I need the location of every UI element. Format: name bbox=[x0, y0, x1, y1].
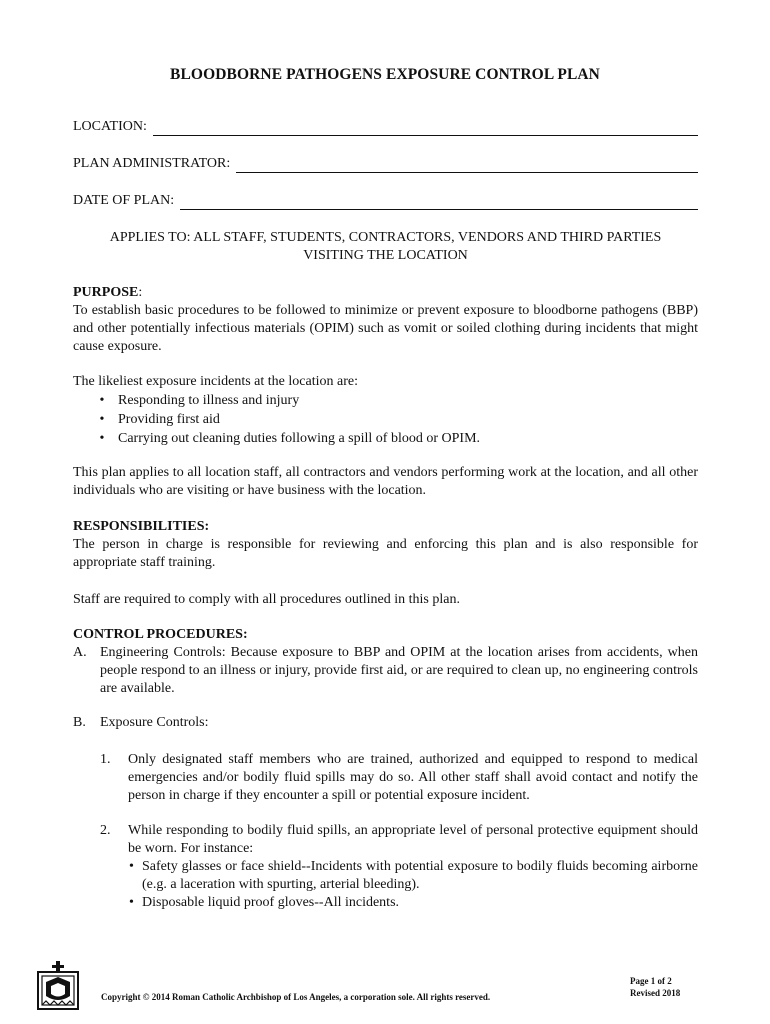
control-procedures-heading: CONTROL PROCEDURES: bbox=[73, 627, 248, 642]
likeliest-incidents-section bbox=[73, 373, 698, 449]
list-item bbox=[128, 858, 698, 894]
responsibilities-section bbox=[73, 518, 698, 572]
location-label: LOCATION: bbox=[73, 119, 147, 134]
control-procedures-section bbox=[73, 626, 698, 698]
exposure-control-item-1-text: Only designated staff members who are trained, authorized and equipped to respond to medical emergencies and/or bodily fluid spills may do so. All other staff shall avoid contact and notify the person in charge if they encounter a spill or potential exposure incident. bbox=[128, 752, 698, 803]
bullet-icon: • bbox=[99, 393, 105, 408]
plan-administrator-blank-line bbox=[236, 159, 698, 173]
purpose-section bbox=[73, 284, 698, 356]
purpose-heading-colon: : bbox=[138, 285, 143, 300]
exposure-control-item-2 bbox=[73, 822, 698, 912]
likeliest-incidents-list bbox=[73, 392, 698, 449]
applies-to-line-2: VISITING THE LOCATION bbox=[303, 248, 468, 263]
location-blank-line bbox=[153, 122, 698, 136]
bullet-icon: • bbox=[129, 859, 134, 874]
applies-to-line-1: APPLIES TO: ALL STAFF, STUDENTS, CONTRACTORS, VENDORS AND THIRD PARTIES bbox=[109, 230, 662, 245]
plan-administrator-label: PLAN ADMINISTRATOR: bbox=[73, 156, 231, 171]
applies-to-statement bbox=[73, 229, 698, 265]
bullet-icon: • bbox=[99, 412, 105, 427]
purpose-text: To establish basic procedures to be followed to minimize or prevent exposure to bloodborne pathogens (BBP) and other potentially infectious materials (OPIM) such as vomit or soiled clothing during incidents that might cause exposure. bbox=[73, 303, 698, 354]
plan-administrator-field bbox=[73, 155, 698, 173]
list-item bbox=[73, 411, 698, 430]
exposure-control-item-1 bbox=[73, 751, 698, 805]
bullet-icon: • bbox=[99, 431, 105, 446]
copyright-notice: Copyright © 2014 Roman Catholic Archbishop of Los Angeles, a corporation sole. All rights reserved. bbox=[101, 992, 491, 1002]
exposure-controls-item bbox=[73, 714, 698, 732]
purpose-heading: PURPOSE bbox=[73, 285, 139, 300]
likeliest-incidents-intro: The likeliest exposure incidents at the location are: bbox=[73, 374, 358, 389]
date-of-plan-field bbox=[73, 192, 698, 210]
archdiocese-logo-icon bbox=[37, 960, 79, 1010]
page-number: Page 1 of 2 bbox=[630, 976, 672, 986]
engineering-controls-text: Engineering Controls: Because exposure to BBP and OPIM at the location arises from accidents, when people respond to an illness or injury, provide first aid, or are required to clean up, no engineering controls are available. bbox=[100, 645, 698, 696]
exposure-control-item-2-text: While responding to bodily fluid spills, an appropriate level of personal protective equipment should be worn. For instance: bbox=[128, 823, 698, 856]
list-item bbox=[73, 392, 698, 411]
item-number: 2. bbox=[100, 823, 111, 838]
revision-date: Revised 2018 bbox=[630, 988, 681, 998]
item-letter: A. bbox=[73, 645, 87, 660]
responsibilities-text: The person in charge is responsible for reviewing and enforcing this plan and is also responsible for appropriate staff training. bbox=[73, 537, 698, 570]
exposure-controls-label: Exposure Controls: bbox=[100, 715, 209, 730]
list-item-text: Responding to illness and injury bbox=[118, 393, 300, 408]
staff-compliance-paragraph: Staff are required to comply with all procedures outlined in this plan. bbox=[73, 592, 460, 607]
list-item-text: Providing first aid bbox=[118, 412, 220, 427]
item-letter: B. bbox=[73, 715, 86, 730]
location-field bbox=[73, 118, 698, 136]
list-item bbox=[128, 894, 698, 912]
list-item-text: Safety glasses or face shield--Incidents with potential exposure to bodily fluids becoming airborne (e.g. a laceration with spurting, arterial bleeding). bbox=[142, 859, 698, 892]
list-item-text: Carrying out cleaning duties following a spill of blood or OPIM. bbox=[118, 431, 481, 446]
date-of-plan-blank-line bbox=[180, 196, 698, 210]
document-title: BLOODBORNE PATHOGENS EXPOSURE CONTROL PLAN bbox=[170, 66, 600, 83]
plan-applies-paragraph: This plan applies to all location staff, all contractors and vendors performing work at the location, and all other individuals who are visiting or have business with the location. bbox=[73, 465, 698, 498]
date-of-plan-label: DATE OF PLAN: bbox=[73, 193, 175, 208]
responsibilities-heading: RESPONSIBILITIES: bbox=[73, 519, 210, 534]
engineering-controls-item bbox=[73, 644, 698, 698]
page-info bbox=[630, 975, 698, 999]
list-item-text: Disposable liquid proof gloves--All incidents. bbox=[142, 895, 400, 910]
list-item bbox=[73, 430, 698, 449]
bullet-icon: • bbox=[129, 895, 134, 910]
ppe-list bbox=[128, 858, 698, 912]
item-number: 1. bbox=[100, 752, 111, 767]
